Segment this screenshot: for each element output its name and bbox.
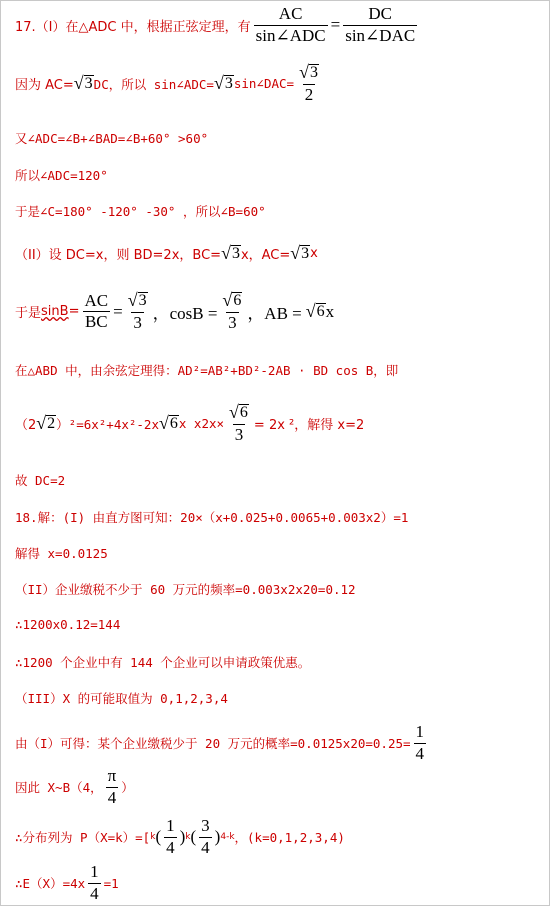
text: sinB [41,304,69,320]
sqrt: √ 6 [229,402,248,422]
paren: ( [190,827,197,847]
radicand: 3 [309,64,318,81]
formula [224,403,254,444]
numerator [126,291,150,312]
fraction [414,723,427,763]
radicand: 6 [233,292,242,309]
denominator: BC [84,312,108,332]
text: x [310,246,318,261]
text: 17.（I）在△ADC 中，根据正弦定理，有 [15,19,251,35]
line-10: 故 DC=2 [15,473,66,488]
line-19 [15,817,345,857]
fraction [199,817,212,857]
text: sin∠DAC= [233,76,295,92]
fraction [220,291,244,332]
radicand: 3 [301,244,310,262]
sqrt: √ 6 [305,301,325,322]
fraction [82,292,110,332]
text: 由（I）可得：某个企业缴税少于 20 万元的概率=0.0125x20=0.25= [15,736,411,752]
superscript: 4-k [220,832,235,843]
numerator: AC [278,4,303,23]
line-16: （III）X 的可能取值为 0,1,2,3,4 [15,691,228,706]
sqrt: √ 6 [158,413,178,434]
text: 于是 [15,306,42,322]
text: ，(k=0,1,2,3,4) [234,830,345,846]
line-2 [15,63,324,104]
radicand: 3 [231,244,240,262]
line-20 [15,863,119,903]
line-7 [15,291,334,332]
line-11: 18.解：(I) 由直方图可知：20×（x+0.025+0.0065+0.003x2）=1 [15,510,409,525]
text: x，AC= [240,248,291,263]
line-5: 于是∠C=180° -120° -30° ，所以∠B=60° [15,204,266,219]
radicand: 3 [84,74,93,92]
numerator [220,291,244,312]
denominator: sin∠DAC [345,25,416,45]
numerator: 3 [201,816,210,835]
denominator: 4 [90,883,99,903]
formula [155,817,185,857]
line-18 [15,767,134,807]
superscript: k [150,832,156,843]
line-15: ∴1200 个企业中有 144 个企业可以申请政策优惠。 [15,655,311,670]
line-6 [15,243,318,264]
numerator: π [107,766,117,785]
denominator: 4 [415,743,425,763]
denominator: 3 [228,312,237,332]
text: =1 [103,875,119,891]
line-3: 又∠ADC=∠B+∠BAD=∠B+60° >60° [15,131,209,146]
sqrt: √ 3 [221,243,240,263]
line-13: （II）企业缴税不少于 60 万元的频率=0.003x2x20=0.12 [15,582,356,597]
text: ） [121,780,134,796]
superscript: k [185,832,191,843]
fraction [254,5,328,45]
text: ）²=6x²+4x²-2x [56,416,159,432]
numerator: 1 [166,816,175,835]
numerator: 1 [90,862,99,881]
text: 因此 X~B（4， [15,780,103,796]
radicand: 6 [316,302,325,320]
text: ∴分布列为 P（X=k）=[ [15,830,151,846]
fraction [126,291,150,332]
text: ，cosB = [152,304,218,324]
formula [103,767,122,807]
numerator: 1 [415,722,425,741]
equals-sign: = [113,301,123,321]
fraction [227,403,251,444]
sqrt: √ 3 [299,62,318,82]
formula [79,291,334,332]
radicand: 3 [224,74,233,92]
fraction [106,767,119,807]
denominator: 3 [234,424,244,444]
text: x x2x× [178,416,225,432]
radicand: 3 [138,292,147,309]
radicand: 6 [169,414,178,432]
formula [411,723,430,763]
fraction [297,63,321,104]
denominator: 3 [133,312,142,332]
formula [85,863,104,903]
text: 因为 AC= [15,78,74,94]
denominator: 2 [304,84,314,104]
line-9 [15,403,364,444]
text: ∴E（X）=4x [15,876,86,892]
formula [294,63,324,104]
paren: ) [179,827,186,847]
formula [191,817,221,857]
text: x [325,301,335,321]
radicand: 2 [47,414,56,432]
line-4: 所以∠ADC=120° [15,168,108,183]
sqrt: √ 3 [73,73,93,94]
fraction [343,5,417,45]
sqrt: √ 6 [222,290,242,310]
line-1 [15,5,420,45]
fraction [88,863,101,903]
formula [251,5,421,45]
sqrt: √ 3 [127,290,147,310]
numerator [227,403,251,424]
text: （II）设 DC=x，则 BD=2x，BC= [15,248,222,263]
fraction [164,817,177,857]
denominator: 4 [166,837,175,857]
paren: ) [214,827,221,847]
line-8: 在△ABD 中，由余弦定理得：AD²=AB²+BD²-2AB · BD cos B，即 [15,363,399,378]
equals-sign: = [330,15,341,35]
sqrt: √ 3 [213,73,233,94]
line-17 [15,723,429,763]
text: = 2x ²，解得 x=2 [253,418,365,434]
text: （2 [15,418,37,434]
sqrt: √ 2 [36,413,56,434]
numerator: AC [84,290,109,310]
text: = [68,304,80,320]
line-12: 解得 x=0.0125 [15,546,108,561]
denominator: 4 [201,837,210,857]
denominator: sin∠ADC [255,25,326,45]
numerator: DC [368,4,392,23]
denominator: 4 [107,787,117,807]
paren: ( [155,827,162,847]
text: DC，所以 sin∠ADC= [93,76,214,92]
radicand: 6 [239,404,248,421]
line-14: ∴1200x0.12=144 [15,617,121,632]
text: ，AB = [247,304,302,324]
sqrt: √ 3 [290,243,310,263]
numerator [297,63,321,84]
